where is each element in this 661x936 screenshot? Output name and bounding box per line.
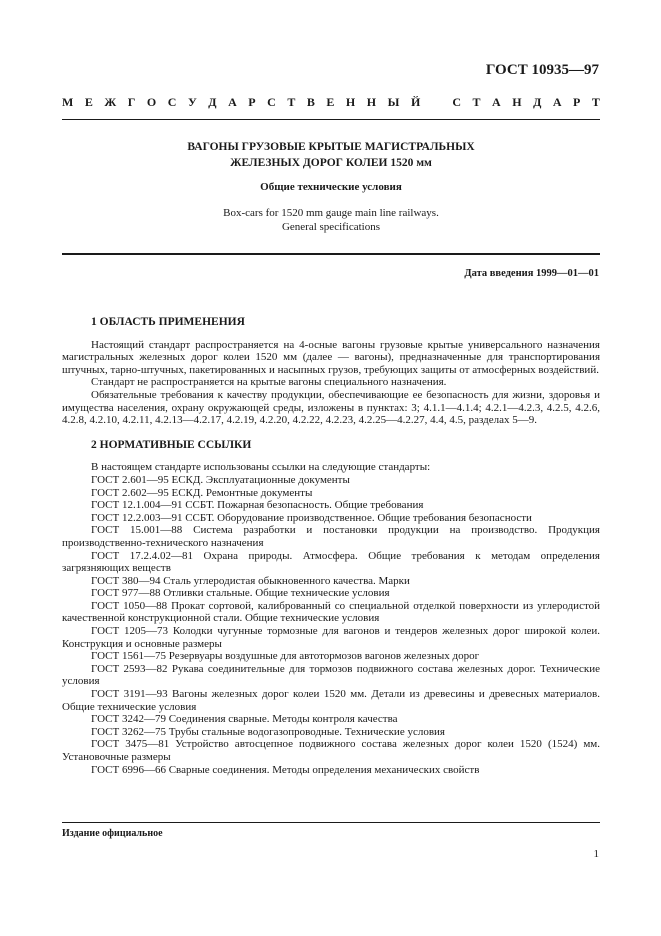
reference-item: ГОСТ 2.601—95 ЕСКД. Эксплуатационные документы [91, 473, 350, 486]
section-references [62, 439, 600, 776]
section-scope [62, 316, 600, 427]
reference-item: ГОСТ 12.1.004—91 ССБТ. Пожарная безопасность. Общие требования [91, 499, 424, 512]
section-heading: 1 ОБЛАСТЬ ПРИМЕНЕНИЯ [91, 316, 245, 328]
reference-item: ГОСТ 2.602—95 ЕСКД. Ремонтные документы [91, 486, 313, 499]
paragraph: Стандарт не распространяется на крытые вагоны специального назначения. [91, 376, 447, 389]
reference-item: ГОСТ 1561—75 Резервуары воздушные для автотормозов вагонов железных дорог [91, 650, 480, 663]
english-title-line-2: General specifications [281, 221, 381, 233]
reference-item: ГОСТ 3242—79 Соединения сварные. Методы контроля качества [91, 713, 398, 726]
reference-item: ГОСТ 2593—82 Рукава соединительные для тормозов подвижного состава железных дорог. Технические условия [62, 662, 600, 688]
title-line-1: ВАГОНЫ ГРУЗОВЫЕ КРЫТЫЕ МАГИСТРАЛЬНЫХ [187, 141, 475, 153]
header-rule [62, 119, 600, 120]
reference-item: ГОСТ 3262—75 Трубы стальные водогазопроводные. Технические условия [91, 725, 445, 738]
standard-number: ГОСТ 10935—97 [485, 62, 599, 78]
reference-item: ГОСТ 3191—93 Вагоны железных дорог колеи 1520 мм. Детали из древесины и древесных материалов. Общие технические условия [62, 688, 600, 713]
english-title [62, 206, 600, 234]
section-heading: 2 НОРМАТИВНЫЕ ССЫЛКИ [91, 438, 252, 451]
reference-item: ГОСТ 1205—73 Колодки чугунные тормозные для вагонов и тендеров железных дорог широкой колеи. Конструкция и основные размеры [62, 625, 600, 650]
footer-rule [62, 822, 600, 823]
paragraph: Обязательные требования к качеству продукции, обеспечивающие ее безопасность для жизни, здоровья и имущества населения, охрану окружающей среды, изложены в пунктах: 3; 4.1.1—4.1.4; 4.2.1—4.2.3, 4.2.5, 4.2.6, 4.2.8, 4.2.10, 4.2.11, 4.2.13—4.2.17, 4.2.19, 4.2.20, 4.2.22, 4.2.23, 4.2.25—4.2.27, 4.4, 4.5, разделах 5—9. [62, 388, 600, 427]
page-number: 1 [593, 848, 599, 860]
reference-item: ГОСТ 380—94 Сталь углеродистая обыкновенного качества. Марки [91, 574, 410, 587]
title-line-2: ЖЕЛЕЗНЫХ ДОРОГ КОЛЕИ 1520 мм [230, 157, 432, 169]
official-edition-label: Издание официальное [62, 828, 163, 839]
paragraph: Настоящий стандарт распространяется на 4-осные вагоны грузовые крытые универсального назначения магистральных железных дорог колеи 1520 мм (далее — вагоны), предназначенные для транспортирования штучных, тарно-штучных, пакетированных и насыпных грузов, требующих защиты от атмосферных воздействий. [62, 338, 600, 376]
document-subtitle: Общие технические условия [260, 181, 402, 193]
reference-item: ГОСТ 977—88 Отливки стальные. Общие технические условия [91, 587, 390, 600]
reference-item: ГОСТ 12.2.003—91 ССБТ. Оборудование производственное. Общие требования безопасности [91, 511, 532, 524]
title-rule [62, 253, 600, 255]
reference-item: ГОСТ 3475—81 Устройство автосцепное подвижного состава железных дорог колеи 1520 (1524) мм. Установочные размеры [62, 738, 600, 763]
reference-item: ГОСТ 1050—88 Прокат сортовой, калиброванный со специальной отделкой поверхности из углеродистой качественной конструкционной стали. Общие технические условия [62, 599, 600, 625]
interstate-standard-banner: М Е Ж Г О С У Д А Р С Т В Е Н Н Ы Й С Т А Н Д А Р Т [62, 95, 600, 109]
document-body [62, 316, 600, 776]
reference-item: ГОСТ 15.001—88 Система разработки и постановки продукции на производство. Продукция производственно-технического назначения [62, 524, 600, 549]
references-intro: В настоящем стандарте использованы ссылки на следующие стандарты: [91, 461, 431, 474]
english-title-line-1: Box-cars for 1520 mm gauge main line railways. [223, 207, 439, 219]
reference-list [62, 461, 600, 776]
document-title [62, 139, 600, 171]
introduction-date: Дата введения 1999—01—01 [464, 268, 599, 279]
reference-item: ГОСТ 6996—66 Сварные соединения. Методы определения механических свойств [91, 763, 480, 776]
reference-item: ГОСТ 17.2.4.02—81 Охрана природы. Атмосфера. Общие требования к методам определения загрязняющих веществ [62, 549, 600, 575]
